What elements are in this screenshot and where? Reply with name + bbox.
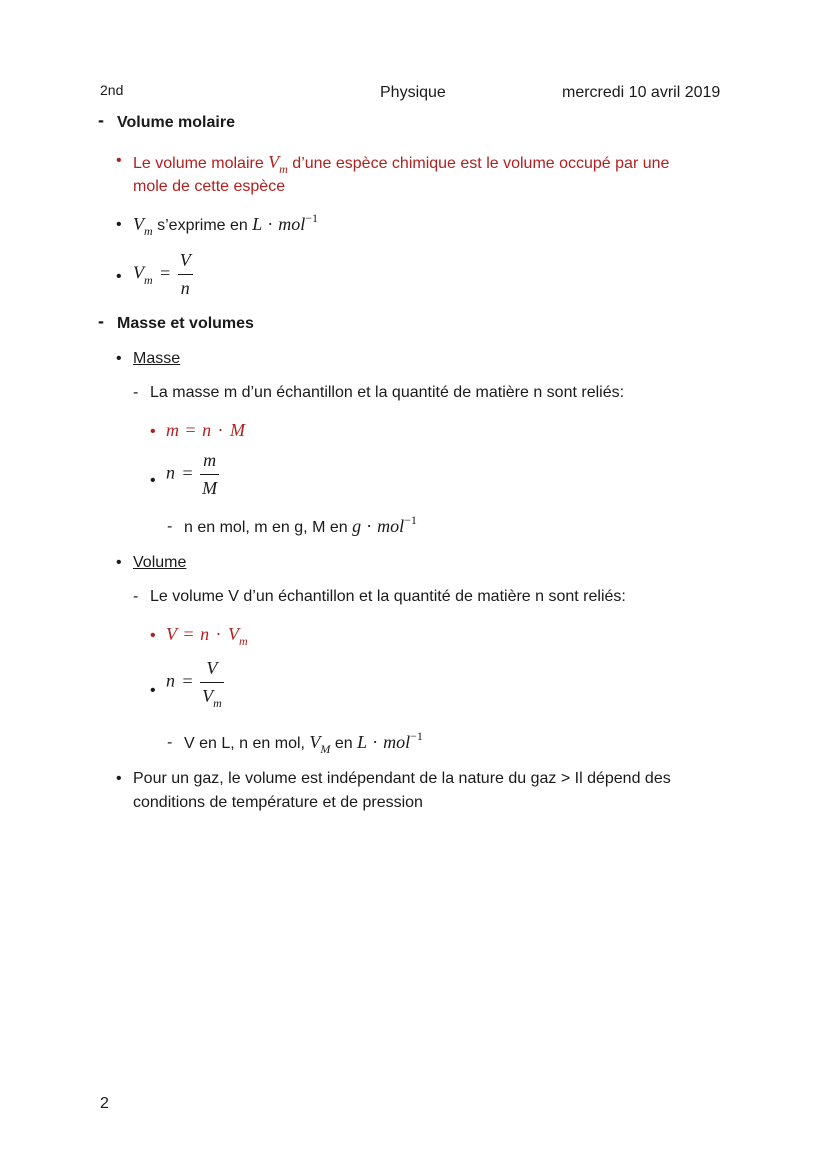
unit-mol: mol (377, 516, 405, 536)
numerator: V (178, 250, 193, 275)
bullet: • (116, 554, 122, 571)
exponent: −1 (404, 513, 417, 527)
var-V: V (309, 732, 321, 752)
formula-vm (133, 250, 193, 299)
unit-g: g (352, 516, 362, 536)
var-V: V (268, 152, 280, 172)
dot: · (215, 624, 222, 644)
volume-intro: Le volume V d’un échantillon et la quantité de matière n sont reliés: (150, 588, 626, 605)
denominator: n (180, 278, 190, 298)
units-text: n en mol, m en g, M en (184, 519, 353, 536)
dot: · (366, 516, 373, 536)
units-text-2: en (330, 735, 358, 752)
section-dash-2: - (98, 311, 104, 331)
gaz-line-2: conditions de température et de pression (133, 794, 423, 811)
sub-dash: - (167, 734, 173, 751)
var-V: V (202, 686, 214, 706)
unit-mol: mol (278, 214, 306, 234)
equals: = (185, 420, 196, 440)
formula-m-equals-nM (166, 420, 245, 441)
sub-M: M (320, 742, 331, 756)
section-title-volume-molaire: Volume molaire (117, 114, 235, 131)
equals: = (160, 262, 171, 283)
denominator (200, 683, 224, 710)
sub-m: m (144, 224, 153, 238)
formula-V-equals-nVm (166, 624, 248, 648)
level-text: 2nd (100, 82, 124, 98)
bullet: • (116, 268, 122, 285)
var-V: V (133, 262, 144, 283)
subsection-masse: Masse (133, 350, 181, 367)
fraction (178, 250, 193, 299)
unit-text: s’exprime en (152, 217, 253, 234)
section-title-masse-volumes: Masse et volumes (117, 315, 254, 332)
header-level (100, 84, 123, 102)
sub-dash: - (167, 518, 173, 535)
unit-L: L (252, 214, 263, 234)
formula-n-equals-m-over-M (166, 450, 219, 499)
definition-line-1 (133, 152, 670, 176)
masse-units (184, 513, 417, 537)
exponent: −1 (410, 729, 423, 743)
page-number: 2 (100, 1095, 109, 1112)
var-n: n (202, 420, 212, 440)
fraction (200, 658, 224, 710)
sub-m: m (238, 634, 248, 648)
numerator: m (200, 450, 219, 475)
def-text-2: d’une espèce chimique est le volume occupé par une (287, 155, 670, 172)
bullet: • (116, 216, 122, 233)
formula-n-equals-V-over-Vm (166, 658, 224, 710)
sub-m: m (213, 696, 222, 710)
bullet: • (116, 770, 122, 787)
dot: · (217, 420, 224, 440)
equals: = (183, 624, 194, 644)
sub-m: m (279, 162, 288, 176)
numerator: V (200, 658, 224, 683)
bullet: • (150, 682, 156, 699)
var-V: V (227, 624, 239, 644)
fraction (200, 450, 219, 499)
bullet: • (116, 350, 122, 367)
bullet: • (116, 152, 122, 169)
unit-mol: mol (383, 732, 411, 752)
dot: · (372, 732, 379, 752)
units-text-1: V en L, n en mol, (184, 735, 310, 752)
var-m: m (166, 420, 179, 440)
var-n: n (166, 462, 175, 483)
bullet: • (150, 423, 156, 440)
masse-intro: La masse m d’un échantillon et la quantité de matière n sont reliés: (150, 384, 625, 401)
unit-L: L (357, 732, 368, 752)
exponent: −1 (305, 211, 319, 225)
bullet: • (150, 627, 156, 644)
sub-m: m (144, 272, 153, 287)
subsection-volume: Volume (133, 554, 187, 571)
volume-units (184, 729, 423, 756)
var-V: V (133, 214, 144, 234)
header-subject: Physique (380, 84, 446, 101)
sub-dash: - (133, 384, 139, 401)
def-text-1: Le volume molaire (133, 155, 269, 172)
header-date: mercredi 10 avril 2019 (562, 84, 721, 101)
var-V: V (166, 624, 177, 644)
gaz-line-1: Pour un gaz, le volume est indépendant de la nature du gaz > Il dépend des (133, 770, 671, 787)
var-n: n (166, 670, 175, 691)
equals: = (182, 670, 193, 691)
definition-line-2: mole de cette espèce (133, 178, 286, 195)
bullet: • (150, 472, 156, 489)
var-M: M (229, 420, 245, 440)
dot: · (267, 214, 274, 234)
sub-dash: - (133, 588, 139, 605)
equals: = (182, 462, 193, 483)
var-n: n (200, 624, 210, 644)
unit-line (133, 211, 319, 238)
section-dash-1: - (98, 110, 104, 130)
denominator: M (202, 478, 218, 498)
